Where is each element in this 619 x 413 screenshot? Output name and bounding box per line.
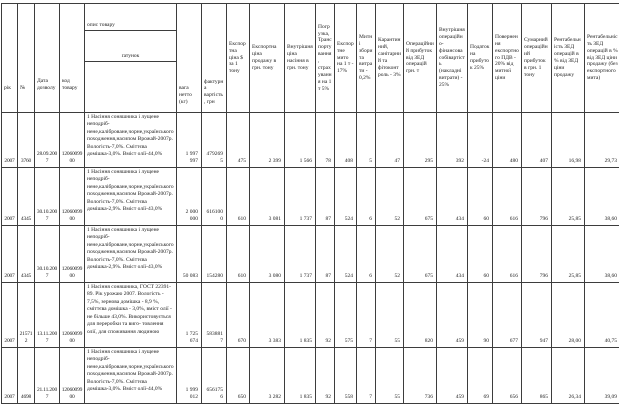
data-cell: 60 [468, 226, 493, 283]
data-cell: 16,98 [552, 113, 585, 168]
data-cell: 670 [227, 283, 250, 348]
data-cell: 575 [335, 283, 357, 348]
data-cell: 558 [335, 348, 357, 404]
data-cell: 677 [493, 283, 522, 348]
data-cell: 26,34 [552, 348, 585, 404]
data-cell: 3 282 [250, 348, 285, 404]
description-cell: 1 Насіння соняшника і лущене неподріб-нене,каліброване,чорне,українського походження,насипом Врожай-2007р. Вологість-7,0%. Сміттєва домішка-2,9%. Вміст олії-43,0% [85, 226, 177, 283]
data-cell: 28.09.2007 [35, 113, 60, 168]
data-cell: 1206009900 [60, 283, 85, 348]
data-cell: 6561756 [202, 348, 227, 404]
data-cell: 90 [468, 283, 493, 348]
header-description-grade: ґатунок [85, 33, 176, 62]
data-cell: 38,60 [585, 168, 619, 226]
data-cell: 656 [493, 348, 522, 404]
data-cell: 55 [376, 348, 404, 404]
data-cell: 295 [404, 113, 437, 168]
data-cell: 2007 [2, 168, 18, 226]
data-cell: 1206009900 [60, 348, 85, 404]
data-cell: 610 [227, 226, 250, 283]
header-profitability-no-duty: Рентабельність ЗЕД операцій в % від ЗЕД ціни продажу (без експортного мита) [585, 4, 619, 113]
data-cell: 29,73 [585, 113, 619, 168]
data-cell: 480 [493, 113, 522, 168]
data-cell: 52 [376, 226, 404, 283]
data-cell: 610 [227, 168, 250, 226]
data-cell: 3 081 [250, 168, 285, 226]
data-cell: 947 [522, 283, 552, 348]
data-cell: 2007 [2, 348, 18, 404]
data-cell: 154280 [202, 226, 227, 283]
data-cell: 30.10.2007 [35, 226, 60, 283]
data-cell: 78 [316, 113, 335, 168]
data-cell: 92 [316, 283, 335, 348]
header-export-duty: Експортне мито на 1 т - 17% [335, 4, 357, 113]
data-cell: 92 [316, 348, 335, 404]
data-cell: 1 725 674 [177, 283, 202, 348]
header-net-weight: вага нетто (кг) [177, 4, 202, 113]
data-cell: 5 [357, 113, 376, 168]
header-vat-refund: Повернення експортного ПДВ - 20% від митної ціни [493, 4, 522, 113]
data-cell: 1 737 [285, 226, 316, 283]
header-product-code: код товару [60, 4, 85, 113]
data-cell: 1206009900 [60, 113, 85, 168]
data-cell: 524 [335, 226, 357, 283]
header-quarantine-control: Карантинний, санітарний та фітоконтроль - 3% [376, 4, 404, 113]
data-cell: 4345 [18, 226, 35, 283]
data-cell: 4345 [18, 168, 35, 226]
data-cell: 434 [437, 226, 468, 283]
data-cell: 25,85 [552, 168, 585, 226]
data-cell: 21.11.2007 [35, 348, 60, 404]
header-internal-cost: Внутрішня операційно-фінансова собівартість (накладні витрати) - 25% [437, 4, 468, 113]
table-body [2, 113, 619, 404]
table-row [2, 226, 619, 283]
data-cell: 40,75 [585, 283, 619, 348]
data-cell: 52 [376, 168, 404, 226]
data-cell: 820 [404, 283, 437, 348]
data-cell: 4792695 [202, 113, 227, 168]
header-profitability: Рентабельність ЗЕД операцій в % від ЗЕД ціни продажу [552, 4, 585, 113]
header-description-title: опис товару [85, 4, 176, 31]
table-row [2, 348, 619, 404]
header-operating-profit: Операційний прибуток від ЗЕД операцій грн. т [404, 4, 437, 113]
data-cell: 6 [357, 168, 376, 226]
description-cell: 1 Насіння соняшника і лущене неподріб-нене,каліброване,чорне,українського походження,насипом Врожай-2007р. Вологість-7,0%. Сміттєва домішка-3,0%. Вміст олії-44,0% [85, 348, 177, 404]
data-cell: 2007 [2, 113, 18, 168]
table-row [2, 113, 619, 168]
table-row [2, 283, 619, 348]
data-cell: 2 000 000 [177, 168, 202, 226]
header-number: № [18, 4, 35, 113]
data-cell: 60 [468, 168, 493, 226]
data-cell: 3760 [18, 113, 35, 168]
data-cell: 3 080 [250, 226, 285, 283]
data-cell: 50 083 [177, 226, 202, 283]
data-cell: 1206009900 [60, 226, 85, 283]
data-cell: 675 [404, 168, 437, 226]
data-cell: 392 [437, 113, 468, 168]
header-customs-fees: Митні збори та витрати - 0,2% [357, 4, 376, 113]
header-permit-date: Дата дозволу [35, 4, 60, 113]
data-cell: 1206009900 [60, 168, 85, 226]
data-cell: 407 [522, 113, 552, 168]
data-cell: 38,60 [585, 226, 619, 283]
data-cell: 2 399 [250, 113, 285, 168]
data-cell: 865 [522, 348, 552, 404]
data-cell: 459 [437, 348, 468, 404]
data-cell: 4698 [18, 348, 35, 404]
description-cell: 1 Насіння соняшника, ГОСТ 22391-89. Рік урожаю 2007. Вологість - 7,5%, зернова домішка - 8,9 %, сміттєва домішка - 3,0%, вміст олії - не більше 43,0%. Використовується для переробки та виго- товлення олії, для споживання людиною [85, 283, 177, 348]
data-cell: 1 997 997 [177, 113, 202, 168]
header-loading-transport: Погрузка, Транспортування, страхування на 1 т 5% [316, 4, 335, 113]
header-export-price-uah: Експортна ціна продажу в грн. тону [250, 4, 285, 113]
data-cell: 2007 [2, 283, 18, 348]
header-total-profit: Сумарний операційний прибуток в грн. 1 тону [522, 4, 552, 113]
data-cell: 215712 [18, 283, 35, 348]
data-cell: 650 [227, 348, 250, 404]
data-cell: 7 [357, 348, 376, 404]
data-cell: 47 [376, 113, 404, 168]
data-cell: 475 [227, 113, 250, 168]
data-cell: 736 [404, 348, 437, 404]
data-cell: 1 999 012 [177, 348, 202, 404]
data-cell: 87 [316, 168, 335, 226]
data-cell: 1 737 [285, 168, 316, 226]
header-profit-tax: Податок на прибуток 25% [468, 4, 493, 113]
data-cell: 434 [437, 168, 468, 226]
header-row [2, 4, 619, 113]
header-invoice-value: фактурна вартість, грн [202, 4, 227, 113]
table-row [2, 168, 619, 226]
data-cell: 675 [404, 226, 437, 283]
data-cell: 25,85 [552, 226, 585, 283]
data-cell: 30.10.2007 [35, 168, 60, 226]
data-cell: 28,00 [552, 283, 585, 348]
header-domestic-price: Внутрішня ціна насіння в грн. тону [285, 4, 316, 113]
header-export-price-usd: Експортна ціна $ за 1 тону [227, 4, 250, 113]
header-year: рік [2, 4, 18, 113]
data-cell: 5838817 [202, 283, 227, 348]
data-cell: 87 [316, 226, 335, 283]
data-cell: 55 [376, 283, 404, 348]
data-cell: 616 [493, 226, 522, 283]
data-cell: 1 835 [285, 283, 316, 348]
data-cell: 796 [522, 168, 552, 226]
data-cell: 6161000 [202, 168, 227, 226]
data-cell: 616 [493, 168, 522, 226]
data-cell: 6 [357, 226, 376, 283]
data-cell: 459 [437, 283, 468, 348]
description-cell: 1 Насіння соняшника і лущене неподріб-нене,каліброване,чорне,українського походження,насипом Врожай-2007р. Вологість-7,0%. Сміттєва домішка-3,0%. Вміст олії-44,0% [85, 113, 177, 168]
data-cell: 7 [357, 283, 376, 348]
data-cell: 1 835 [285, 348, 316, 404]
header-description [85, 4, 177, 113]
data-cell: 408 [335, 113, 357, 168]
export-operations-table [1, 3, 619, 404]
data-cell: 13.11.2007 [35, 283, 60, 348]
data-cell: 39,09 [585, 348, 619, 404]
data-cell: 796 [522, 226, 552, 283]
data-cell: 3 383 [250, 283, 285, 348]
description-cell: 1 Насіння соняшника і лущене неподріб-нене,каліброване,чорне,українського походження,насипом Врожай-2007р. Вологість-7,0%. Сміттєва домішка-2,9%. Вміст олії-43,0% [85, 168, 177, 226]
data-cell: 1 566 [285, 113, 316, 168]
table-header [2, 4, 619, 113]
data-cell: 2007 [2, 226, 18, 283]
data-cell: 69 [468, 348, 493, 404]
data-cell: -24 [468, 113, 493, 168]
data-cell: 524 [335, 168, 357, 226]
